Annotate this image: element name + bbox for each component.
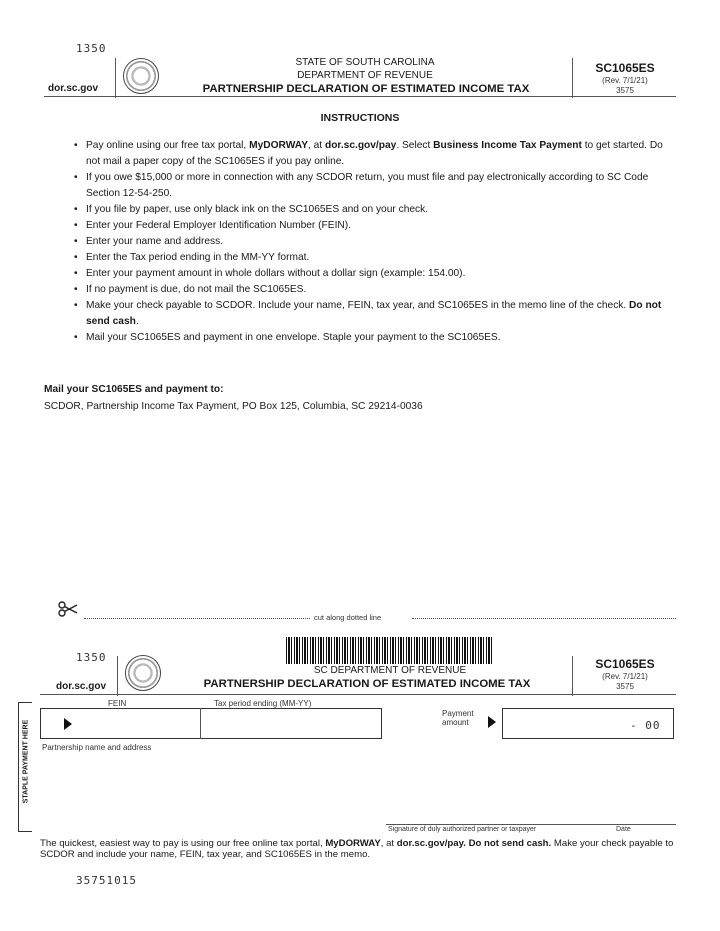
voucher-footer: The quickest, easiest way to pay is using our free online tax portal, MyDORWAY, at dor.sc.gov/pay. Do not send cash. Make your check payable to SCDOR and include your name, FEIN, tax year, and SC1065ES in the memo. — [40, 838, 674, 860]
form-title: PARTNERSHIP DECLARATION OF ESTIMATED INCOME TAX — [202, 83, 530, 95]
signature-label: Signature of duly authorized partner or taxpayer — [388, 826, 537, 833]
voucher-state-seal-icon — [125, 655, 161, 691]
cut-line-left — [84, 618, 310, 619]
scissors-icon — [58, 601, 78, 617]
voucher-header-rule — [40, 694, 676, 695]
form-revision: (Rev. 7/1/21) — [602, 76, 648, 85]
instruction-item: • Mail your SC1065ES and payment in one envelope. Staple your payment to the SC1065ES. — [74, 330, 674, 346]
site-url: dor.sc.gov — [48, 83, 99, 94]
fein-label: FEIN — [108, 699, 127, 708]
voucher-form-number: 3575 — [616, 682, 634, 691]
bottom-ocr-code: 35751015 — [76, 874, 137, 887]
instructions-list — [74, 138, 674, 346]
payment-label-1: Payment — [442, 709, 474, 718]
instruction-item: • Enter your Federal Employer Identification Number (FEIN). — [74, 218, 674, 234]
form-number: 3575 — [616, 86, 634, 95]
ocr-code-top: 1350 — [76, 42, 107, 55]
voucher-department: SC DEPARTMENT OF REVENUE — [313, 665, 467, 676]
header-divider — [115, 58, 116, 98]
ocr-code-voucher: 1350 — [76, 651, 107, 664]
payment-arrow-icon — [488, 716, 496, 728]
barcode — [286, 637, 494, 664]
date-label: Date — [616, 826, 631, 833]
cut-line-right — [412, 618, 676, 619]
header-divider-right — [572, 58, 573, 98]
instruction-item: • Enter your name and address. — [74, 234, 674, 250]
header-rule — [44, 96, 676, 97]
instruction-item: • Enter your payment amount in whole dollars without a dollar sign (example: 154.00). — [74, 266, 674, 282]
staple-label: STAPLE PAYMENT HERE — [22, 719, 30, 804]
name-address-label: Partnership name and address — [42, 743, 152, 752]
voucher-site-url: dor.sc.gov — [56, 681, 107, 692]
instruction-item: • If you file by paper, use only black ink on the SC1065ES and on your check. — [74, 202, 674, 218]
voucher-form-revision: (Rev. 7/1/21) — [602, 672, 648, 681]
voucher-header-divider-right — [572, 656, 573, 696]
instruction-item: • Make your check payable to SCDOR. Include your name, FEIN, tax year, and SC1065ES in the memo line of the check. Do not send cash. — [74, 298, 674, 330]
mail-address: SCDOR, Partnership Income Tax Payment, PO Box 125, Columbia, SC 29214-0036 — [44, 401, 423, 412]
department-name: DEPARTMENT OF REVENUE — [297, 70, 433, 81]
instructions-heading: INSTRUCTIONS — [320, 112, 400, 124]
voucher-header-divider — [117, 656, 118, 696]
fein-arrow-icon — [64, 718, 72, 730]
mail-heading: Mail your SC1065ES and payment to: — [44, 384, 224, 395]
instruction-item: • If you owe $15,000 or more in connection with any SCDOR return, you must file and pay electronically according to SC Code Section 12-54-250. — [74, 170, 674, 202]
period-label: Tax period ending (MM-YY) — [214, 699, 312, 708]
state-seal-icon — [123, 58, 159, 94]
payment-label-2: amount — [442, 718, 469, 727]
instruction-item: • Enter the Tax period ending in the MM-YY format. — [74, 250, 674, 266]
form-id: SC1065ES — [595, 61, 655, 75]
cut-label: cut along dotted line — [314, 613, 382, 622]
state-name: STATE OF SOUTH CAROLINA — [295, 57, 435, 68]
tax-period-input[interactable] — [201, 708, 382, 739]
name-address-input[interactable] — [40, 753, 380, 819]
instruction-item: • If no payment is due, do not mail the SC1065ES. — [74, 282, 674, 298]
payment-cents: - 00 — [630, 719, 661, 732]
voucher-title: PARTNERSHIP DECLARATION OF ESTIMATED INCOME TAX — [203, 678, 531, 690]
instruction-item: • Pay online using our free tax portal, MyDORWAY, at dor.sc.gov/pay. Select Business Income Tax Payment to get started. Do not mail a paper copy of the SC1065ES if you pay online. — [74, 138, 674, 170]
voucher-form-id: SC1065ES — [595, 657, 655, 671]
